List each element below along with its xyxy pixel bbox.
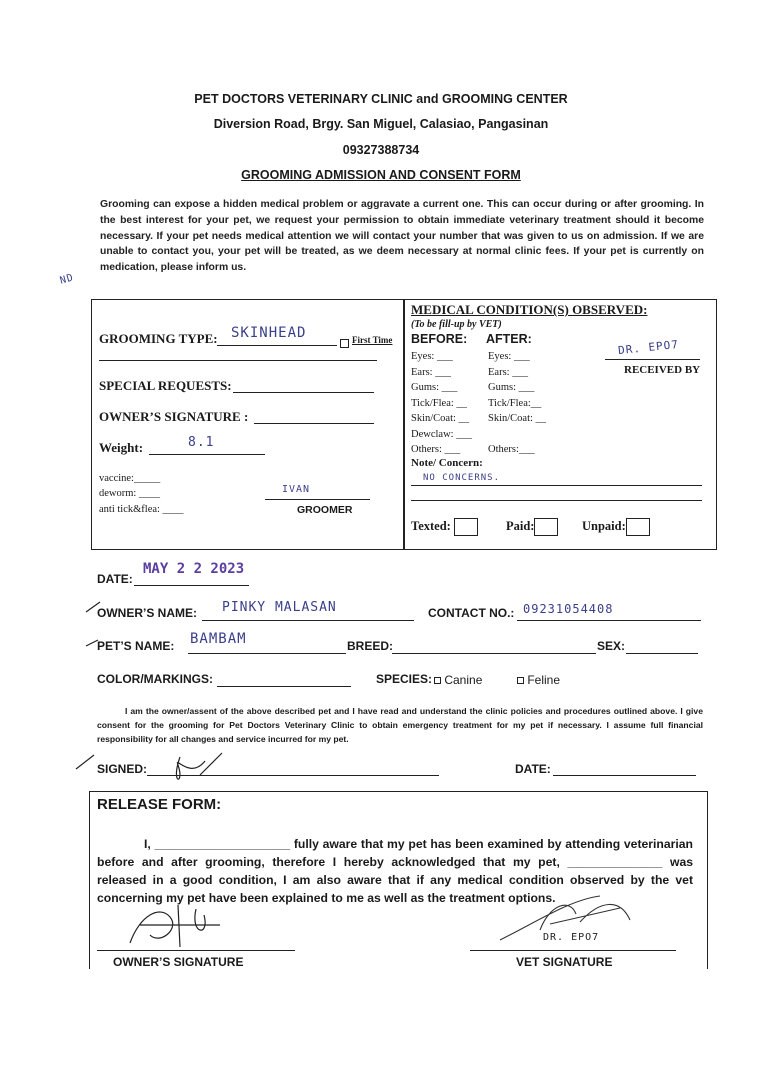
vet-sig-line[interactable] (470, 950, 676, 951)
before-eyes: Eyes: ___ (411, 351, 453, 362)
contact-line (517, 620, 701, 621)
before-dewclaw: Dewclaw: ___ (411, 428, 472, 440)
texted-field[interactable] (411, 518, 478, 536)
grooming-type-label: GROOMING TYPE: (99, 331, 218, 346)
owner-signature-scribble (100, 895, 250, 957)
anti-tick-label: anti tick&flea: ____ (99, 504, 184, 515)
breed-line[interactable] (392, 653, 596, 654)
texted-box[interactable] (454, 518, 478, 536)
groomer-line (265, 499, 370, 500)
deworm-label: deworm: ____ (99, 488, 160, 499)
date-stamp[interactable]: MAY 2 2 2023 (143, 561, 245, 577)
intro-paragraph: Grooming can expose a hidden medical problem or aggravate a current one. This can occur during or after grooming. In the best interest for your pet, we request your permission to obtain immediate veterinary treatment should it become necessary. If your pet needs medical attention we will contact your number that was given to us on admission. If we are unable to contact you, your pet will be treated, as we deem necessary at normal clinic fees. If your pet is currently on medication, please inform us. (100, 199, 704, 274)
sex-label: SEX: (597, 639, 626, 653)
tick-marks-left (84, 598, 104, 658)
owner-sig-label: OWNER’S SIGNATURE (113, 955, 244, 969)
margin-mark: ND (58, 272, 76, 287)
owner-name-line (202, 620, 414, 621)
paid-box[interactable] (534, 518, 558, 536)
before-label: BEFORE: (411, 332, 468, 346)
received-by-label: RECEIVED BY (624, 364, 701, 376)
clinic-name: PET DOCTORS VETERINARY CLINIC and GROOMING CENTER (194, 92, 568, 106)
clinic-phone: 09327388734 (342, 143, 420, 157)
contact-value[interactable]: 09231054408 (523, 602, 614, 616)
owner-name-value[interactable]: PINKY MALASAN (222, 600, 337, 615)
received-by-line (605, 359, 700, 360)
date-line (134, 585, 249, 586)
weight-label: Weight: (99, 440, 144, 455)
color-markings-label: COLOR/MARKINGS: (97, 672, 213, 686)
box-divider (403, 299, 405, 550)
consent-paragraph: I am the owner/assent of the above described pet and I have read and understand the clinic policies and procedures outlined above. I give consent for the grooming for Pet Doctors Veterinary Clinic to obtain emergency treatment for my pet if necessary. I assume full financial responsibility for all changes and service incurred for my pet. (97, 706, 703, 744)
signed-label: SIGNED: (97, 762, 148, 776)
grooming-type-value[interactable]: SKINHEAD (231, 325, 307, 341)
date2-line[interactable] (553, 775, 696, 776)
before-skin-coat: Skin/Coat: __ (411, 413, 470, 424)
texted-label: Texted: (411, 518, 451, 533)
release-title: RELEASE FORM: (97, 796, 222, 813)
owner-sig-line[interactable] (97, 950, 295, 951)
note-label: Note/ Concern: (411, 457, 483, 469)
owner-signature-label: OWNER’S SIGNATURE : (99, 409, 249, 424)
vaccine-label: vaccine:_____ (99, 473, 161, 484)
weight-value[interactable]: 8.1 (188, 435, 215, 450)
after-gums: Gums: ___ (488, 382, 535, 393)
feline-label: Feline (527, 673, 561, 687)
feline-checkbox[interactable] (517, 677, 524, 684)
medical-subtitle: (To be fill-up by VET) (411, 319, 502, 330)
vet-signature-scribble (480, 890, 650, 954)
note-value[interactable]: NO CONCERNS. (423, 473, 501, 483)
vet-sig-label: VET SIGNATURE (516, 955, 613, 969)
first-time-label: First Time (352, 335, 393, 345)
weight-line (149, 454, 265, 455)
paid-label: Paid: (506, 518, 535, 533)
unpaid-label: Unpaid: (582, 518, 626, 533)
canine-checkbox[interactable] (434, 677, 441, 684)
special-requests-line[interactable] (233, 392, 374, 393)
contact-label: CONTACT NO.: (428, 606, 515, 620)
before-others: Others: ___ (411, 444, 461, 455)
pet-name-label: PET’S NAME: (97, 639, 175, 653)
feline-option[interactable] (517, 673, 560, 687)
canine-label: Canine (444, 673, 483, 687)
release-paragraph: I, ____________________ fully aware that my pet has been examined by attending veterinarian before and after grooming, therefore I hereby acknowledged that my pet, ______________ was released in a good condition, I am also aware that if any medical condition observed by the vet concerning my pet have been explained to me as well as the treatment options. (97, 837, 693, 905)
sex-line[interactable] (626, 653, 698, 654)
canine-option[interactable] (434, 673, 482, 687)
after-tick-flea: Tick/Flea:__ (488, 397, 542, 409)
received-by-value: DR. EPO7 (617, 337, 680, 358)
before-ears: Ears: ___ (411, 366, 451, 378)
color-markings-line[interactable] (217, 686, 351, 687)
grooming-type-line (217, 345, 337, 346)
after-ears: Ears: ___ (488, 366, 528, 378)
grooming-type-line-2 (99, 360, 377, 361)
unpaid-box[interactable] (626, 518, 650, 536)
groomer-label: GROOMER (297, 504, 353, 516)
before-tick-flea: Tick/Flea: __ (411, 397, 467, 409)
unpaid-field[interactable] (582, 518, 650, 536)
before-list (411, 349, 472, 458)
form-title: GROOMING ADMISSION AND CONSENT FORM (241, 168, 521, 182)
date-label: DATE: (97, 572, 133, 586)
breed-label: BREED: (347, 639, 394, 653)
after-others: Others:___ (488, 444, 535, 455)
medical-title: MEDICAL CONDITION(S) OBSERVED: (411, 302, 648, 317)
after-eyes: Eyes: ___ (488, 351, 530, 362)
owner-name-label: OWNER’S NAME: (97, 606, 197, 620)
after-label: AFTER: (486, 332, 532, 346)
signature-scribble-consent (60, 745, 260, 795)
after-skin-coat: Skin/Coat: __ (488, 413, 547, 424)
after-spacer (488, 427, 546, 443)
pet-name-line (188, 653, 346, 654)
first-time-checkbox[interactable] (340, 335, 349, 353)
clinic-address: Diversion Road, Brgy. San Miguel, Calasiao, Pangasinan (213, 117, 549, 131)
date2-label: DATE: (515, 762, 551, 776)
species-label: SPECIES: (376, 672, 433, 686)
note-line-2 (411, 500, 702, 501)
note-line-1 (411, 485, 702, 486)
groomer-value: IVAN (282, 484, 311, 495)
paid-field[interactable] (506, 518, 558, 536)
special-requests-label: SPECIAL REQUESTS: (99, 378, 232, 393)
owner-signature-line[interactable] (254, 423, 374, 424)
after-list (488, 349, 546, 458)
vet-name-value: DR. EPO7 (543, 932, 600, 943)
before-gums: Gums: ___ (411, 382, 458, 393)
pet-name-value[interactable]: BAMBAM (190, 631, 247, 647)
